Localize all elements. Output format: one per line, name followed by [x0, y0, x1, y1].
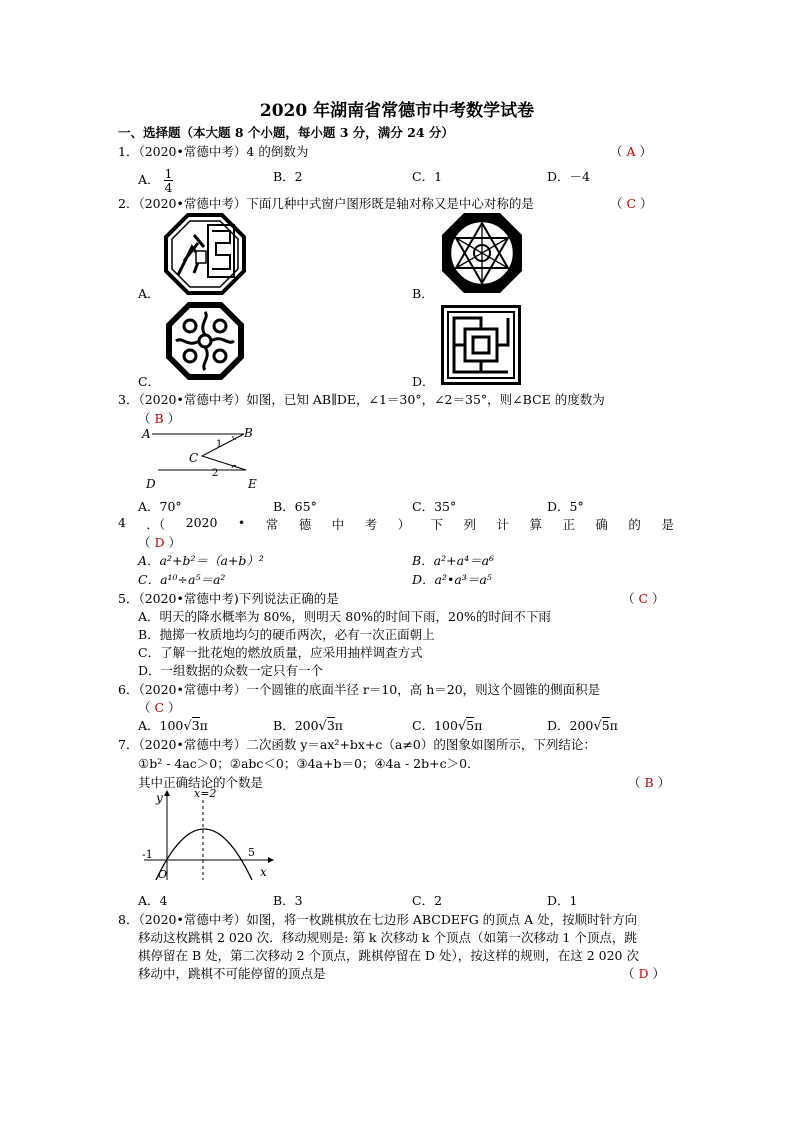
- five-label: 5: [248, 846, 255, 859]
- point-c-label: C: [189, 451, 199, 465]
- q8-line3: 棋停留在 B 处，第二次移动 2 个顶点，跳棋停留在 D 处），按这样的规则，在这 2 020 次: [138, 948, 639, 963]
- q8-line1: 8．（2020•常德中考）如图，将一枚跳棋放在七边形 ABCDEFG 的顶点 A 处，按顺时针方向: [118, 912, 638, 927]
- point-b-label: B: [244, 426, 253, 440]
- q6-option-a: A．100√3π: [138, 718, 208, 734]
- point-d-label: D: [146, 477, 156, 491]
- q1-fraction-num: 1: [164, 166, 173, 181]
- window-d-image: [441, 305, 521, 385]
- q7-option-b: B．3: [273, 893, 303, 908]
- q5-option-b: B．抛掷一枚质地均匀的硬币两次，必有一次正面朝上: [138, 627, 435, 642]
- q7-option-d: D．1: [547, 893, 578, 908]
- q5-option-a: A．明天的降水概率为 80%，则明天 80%的时间下雨，20%的时间不下雨: [138, 609, 551, 624]
- q4-option-b: B．a²+a⁴＝a⁶: [412, 553, 495, 568]
- x-axis-label: x: [260, 865, 267, 879]
- axis-of-symmetry-label: x=2: [194, 787, 217, 800]
- neg-one-label: -1: [142, 848, 153, 861]
- q3-answer: B: [154, 411, 164, 426]
- page-title: 2020 年湖南省常德市中考数学试卷: [259, 101, 535, 121]
- window-c-image: [164, 300, 246, 382]
- q5-answer-bracket: （ C ）: [622, 591, 665, 606]
- q4-option-c: C．a¹⁰÷a⁵＝a²: [138, 572, 226, 587]
- q8-answer: D: [638, 966, 649, 981]
- q2-stem: 2．（2020•常德中考）下面几种中式窗户图形既是轴对称又是中心对称的是: [118, 196, 534, 211]
- q7-option-a: A．4: [138, 893, 168, 908]
- q3-answer-bracket: （ B ）: [138, 411, 181, 426]
- q8-line2: 移动这枚跳棋 2 020 次．移动规则是: 第 k 次移动 k 个顶点（如第一次移动 1 个顶点，跳: [138, 930, 637, 945]
- q3-option-d: D．5°: [547, 499, 584, 514]
- q3-option-c: C．35°: [412, 499, 457, 514]
- q5-option-c: C．了解一批花炮的燃放质量，应采用抽样调查方式: [138, 645, 423, 660]
- q4-option-a: A．a²+b²＝（a+b）²: [138, 553, 264, 568]
- q3-option-b: B．65°: [273, 499, 317, 514]
- section-heading: 一、选择题（本大题 8 个小题，每小题 3 分，满分 24 分）: [118, 125, 454, 140]
- angle-1-label: 1: [216, 439, 223, 450]
- q6-option-d: D．200√5π: [547, 718, 618, 734]
- window-a-image: [164, 213, 246, 295]
- point-a-label: A: [142, 427, 151, 441]
- q4-stem: 4 ．（ 2020 • 常 德 中 考 ） 下 列 计 算 正 确 的 是: [118, 515, 674, 532]
- q7-answer-bracket: （ B ）: [628, 775, 671, 790]
- q8-answer-bracket: （ D ）: [622, 966, 665, 981]
- q2-answer: C: [626, 196, 637, 211]
- q1-fraction-den: 4: [164, 180, 173, 195]
- q1-option-b: B．2: [273, 169, 303, 184]
- q7-parabola-figure: [140, 788, 275, 884]
- q1-stem: 1．（2020•常德中考）4 的倒数为: [118, 144, 309, 159]
- q7-conclusions: ①b² - 4ac＞0；②abc＜0；③4a+b＝0；④4a - 2b+c＞0．: [138, 756, 480, 771]
- q7-stem: 7．（2020•常德中考）二次函数 y＝ax²+bx+c（a≠0）的图象如图所示，下列结论：: [118, 737, 596, 752]
- origin-label: O: [158, 868, 168, 881]
- q2-label-b: B．: [412, 286, 434, 301]
- point-e-label: E: [248, 477, 257, 491]
- q2-label-a: A．: [138, 286, 160, 301]
- q1-answer: A: [626, 144, 636, 159]
- y-axis-label: y: [156, 791, 163, 805]
- q4-option-d: D．a²•a³＝a⁵: [412, 572, 492, 587]
- q8-line4: 移动中，跳棋不可能停留的顶点是: [138, 966, 326, 981]
- q6-option-b: B．200√3π: [273, 718, 344, 734]
- q3-option-a: A．70°: [138, 499, 182, 514]
- q5-option-d: D．一组数据的众数一定只有一个: [138, 663, 324, 678]
- q1-option-c: C．1: [412, 169, 443, 184]
- q1-option-a: A． $\frac{1}{4}$: [138, 166, 173, 195]
- q6-answer-bracket: （ C ）: [138, 700, 181, 715]
- q2-answer-bracket: （ C ）: [610, 196, 653, 211]
- q6-option-c: C．100√5π: [412, 718, 483, 734]
- q1-option-d: D．－4: [547, 169, 590, 184]
- q6-stem: 6．（2020•常德中考）一个圆锥的底面半径 r＝10，高 h＝20，则这个圆锥的侧面积是: [118, 682, 601, 697]
- q3-stem: 3．（2020•常德中考）如图，已知 AB∥DE，∠1＝30°，∠2＝35°，则∠BCE 的度数为: [118, 392, 605, 407]
- q7-option-c: C．2: [412, 893, 443, 908]
- q5-answer: C: [638, 591, 649, 606]
- window-b-image: [440, 211, 524, 295]
- q4-answer: D: [154, 535, 165, 550]
- q2-label-c: C．: [138, 374, 161, 389]
- q7-answer: B: [644, 775, 654, 790]
- q6-answer: C: [154, 700, 165, 715]
- q7-ask: 其中正确结论的个数是: [138, 775, 264, 790]
- q4-answer-bracket: （ D ）: [138, 535, 181, 550]
- q3-figure: [140, 426, 270, 494]
- q5-stem: 5．（2020•常德中考)下列说法正确的是: [118, 591, 339, 606]
- angle-2-label: 2: [212, 468, 219, 479]
- q2-label-d: D．: [412, 374, 435, 389]
- q1-answer-bracket: （ A ）: [610, 144, 652, 159]
